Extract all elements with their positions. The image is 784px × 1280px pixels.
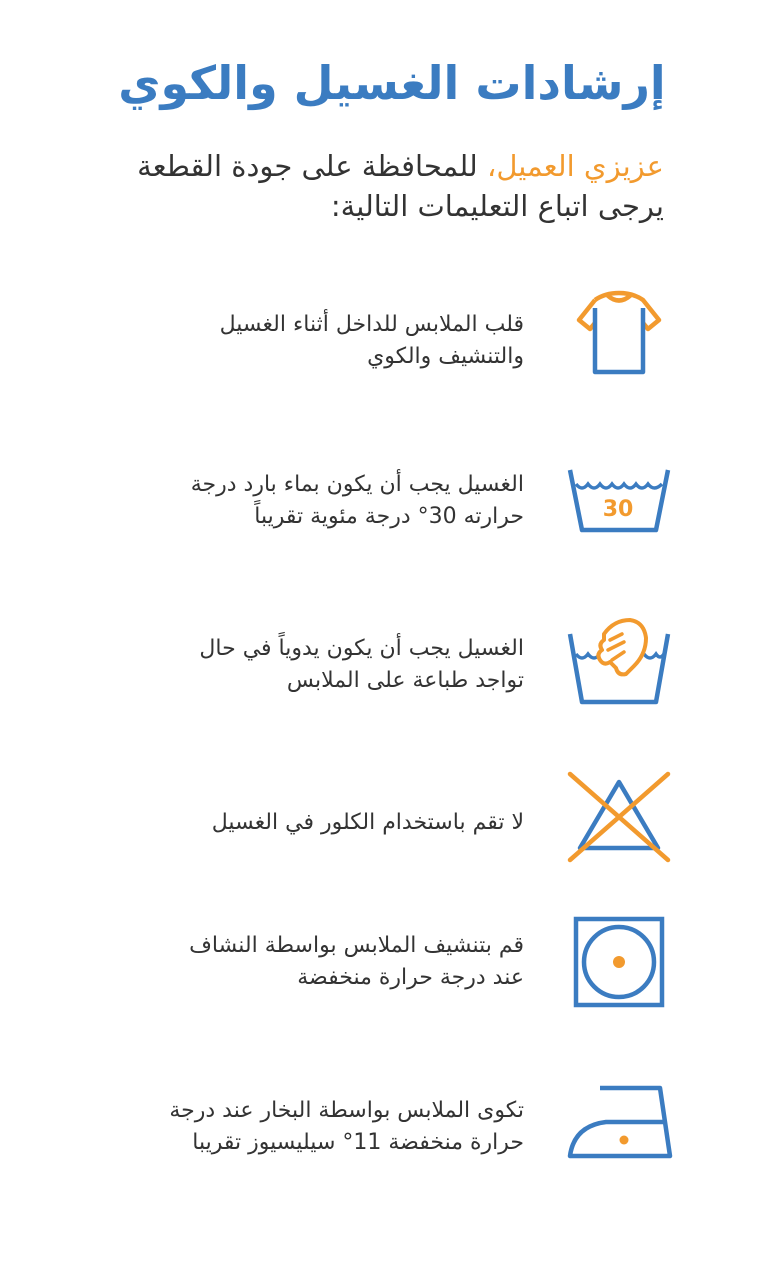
- hand-wash-icon: [564, 610, 674, 720]
- intro-line-1: [104, 146, 664, 186]
- instruction-text: قلب الملابس للداخل أثناء الغسيل والتنشيف والكوي: [219, 312, 524, 369]
- instruction-row: [54, 286, 674, 396]
- instruction-text: قم بتنشيف الملابس بواسطة النشاف عند درجة حرارة منخفضة: [189, 933, 524, 990]
- intro-line-2: يرجى اتباع التعليمات التالية:: [330, 189, 664, 223]
- intro-line-1-rest: للمحافظة على جودة القطعة: [137, 149, 487, 183]
- instruction-row: [54, 1072, 674, 1182]
- instruction-row: [54, 446, 674, 556]
- wash-temp-label: 30: [602, 497, 634, 522]
- instruction-text: الغسيل يجب أن يكون بماء بارد درجة حرارته 30° درجة مئوية تقريباً: [190, 472, 524, 529]
- wash-tub-30-icon: [564, 446, 674, 556]
- instruction-row: [54, 610, 674, 720]
- instruction-text: لا تقم باستخدام الكلور في الغسيل: [211, 810, 524, 835]
- no-bleach-icon: [564, 768, 674, 878]
- instruction-text: تكوى الملابس بواسطة البخار عند درجة حرارة منخفضة 11° سيليسيوز تقريبا: [169, 1098, 524, 1155]
- instruction-row: [54, 907, 674, 1017]
- tumble-dry-low-icon: [564, 907, 674, 1017]
- iron-low-heat-icon: [564, 1072, 674, 1182]
- intro-text: [104, 146, 664, 226]
- intro-greeting: عزيزي العميل،: [486, 149, 664, 183]
- instruction-text: الغسيل يجب أن يكون يدوياً في حال تواجد طباعة على الملابس: [199, 636, 524, 693]
- instruction-row: [54, 768, 674, 878]
- page-title: إرشادات الغسيل والكوي: [118, 56, 666, 110]
- tshirt-inside-out-icon: [564, 286, 674, 396]
